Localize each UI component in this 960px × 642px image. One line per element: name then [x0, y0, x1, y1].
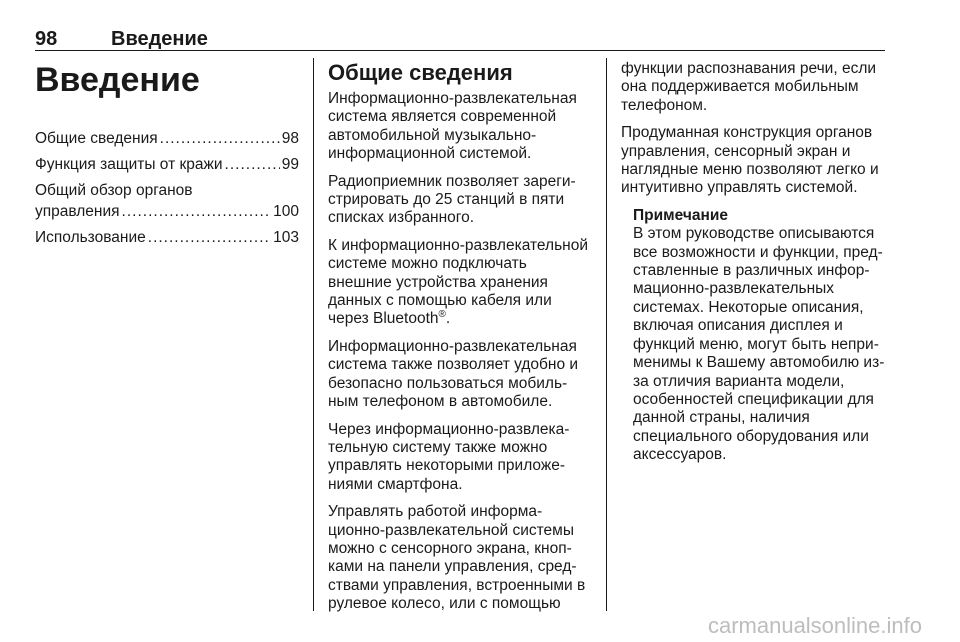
- paragraph: Продуманная конструкция органов управления, сенсорный экран и наглядные меню позволяют легко и интуитивно управлять системой.: [621, 124, 879, 197]
- column-divider-2: [606, 58, 607, 611]
- paragraph: Радиоприемник позволяет зарегистрировать до 25 станций в пяти списках избранного.: [328, 172, 576, 227]
- toc-leader-dots: [122, 201, 272, 222]
- paragraph: функции распознавания речи, если она поддерживается мобильным телефоном.: [621, 60, 877, 114]
- note-text: В этом руководстве описываются все возможности и функции, представленные в различных информационно-развлекательных системах. Некоторые описания, включая описания дисплея и функций меню, могут быть неприменимы к Вашему автомобилю из-за отличия варианта модели, особенностей спецификации для данной страны, наличия специального оборудования или аксессуаров.: [633, 225, 885, 464]
- toc-entry-page: 98: [281, 130, 299, 147]
- page-number: 98: [35, 28, 58, 50]
- paragraph: Управлять работой информационно-развлекательной системы можно с сенсорного экрана, кнопками на панели управления, средствами управления, встроенными в рулевое колесо, или с помощью: [328, 503, 586, 613]
- column-2: [328, 60, 592, 623]
- toc-leader-dots: [160, 128, 280, 149]
- paragraph-text: К информационно-развлекательной системе можно подключать внешние устройства хранения данных с помощью кабеля или через Bluetooth: [328, 236, 588, 328]
- column-3: [621, 60, 889, 465]
- toc-entry-page: 100: [273, 203, 299, 220]
- toc-entry-controls-overview[interactable]: [35, 180, 299, 222]
- note-title: Примечание: [633, 206, 728, 224]
- toc-entry-title: Общие сведения: [35, 130, 158, 147]
- toc-entry-title: Общий обзор органов: [35, 182, 193, 199]
- running-title: Введение: [111, 28, 208, 50]
- paragraph-period: .: [445, 310, 451, 328]
- note-box: [633, 207, 889, 465]
- registered-mark: ®: [438, 309, 446, 321]
- column-1: [35, 60, 299, 253]
- toc-entry-title: Использование: [35, 229, 146, 246]
- toc-entry-page: 103: [273, 229, 299, 246]
- toc-leader-dots: [148, 227, 271, 248]
- watermark-text: carmanualsonline.info: [707, 613, 922, 638]
- page-header: [35, 28, 885, 51]
- table-of-contents: [35, 128, 299, 248]
- toc-entry-general[interactable]: [35, 128, 299, 149]
- chapter-title: Введение: [35, 61, 200, 99]
- toc-entry-page: 99: [281, 156, 299, 173]
- toc-entry-usage[interactable]: [35, 227, 299, 248]
- section-title: Общие сведения: [328, 60, 513, 85]
- column-divider-1: [313, 58, 314, 611]
- paragraph: Через информационно-развлекательную систему также можно управлять некоторыми приложениями смартфона.: [328, 420, 570, 493]
- paragraph-bluetooth: [328, 237, 592, 329]
- toc-entry-title-cont: управления: [35, 203, 120, 220]
- toc-entry-theft-protection[interactable]: [35, 154, 299, 175]
- paragraph: Информационно-развлекательная система также позволяет удобно и безопасно пользоваться мобильным телефоном в автомобиле.: [328, 337, 579, 411]
- toc-leader-dots: [225, 154, 280, 175]
- paragraph: Информационно-развлекательная система является современной автомобильной музыкально-информационной системой.: [328, 90, 577, 163]
- toc-entry-title: Функция защиты от кражи: [35, 156, 223, 173]
